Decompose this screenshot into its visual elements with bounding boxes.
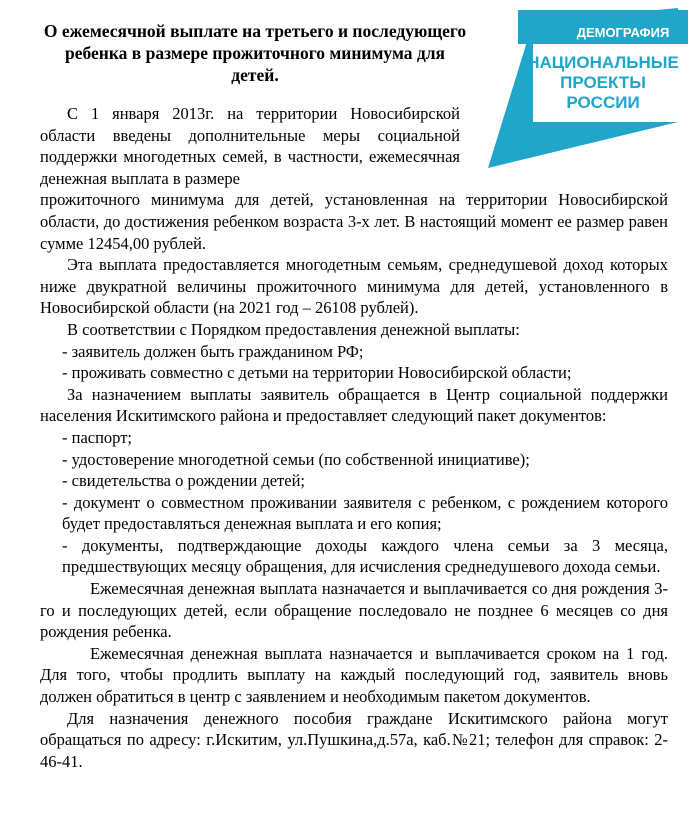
apply-paragraph: За назначением выплаты заявитель обращается в Центр социальной поддержки населения Искитимского района и предоставляет следующий пакет документов: — [40, 384, 668, 426]
condition-item: - заявитель должен быть гражданином РФ; — [62, 341, 364, 361]
contact-paragraph: Для назначения денежного пособия граждане Искитимского района могут обращаться по адресу: г.Искитим, ул.Пушкина,д.57а, каб.№21; телефон для справок: 2-46-41. — [40, 708, 668, 771]
logo-line-1: НАЦИОНАЛЬНЫЕ — [527, 53, 679, 72]
document-list-item: - паспорт; — [62, 427, 133, 447]
document-list-item: - документ о совместном проживании заявителя с ребенком, с рождением которого будет предоставляться денежная выплата и его копия; — [62, 492, 668, 534]
order-paragraph: В соответствии с Порядком предоставления денежной выплаты: — [67, 319, 520, 339]
document-list-item: - свидетельства о рождении детей; — [62, 471, 305, 491]
term-paragraph: Ежемесячная денежная выплата назначается и выплачивается сроком на 1 год. Для того, чтобы продлить выплату на каждый последующий год, заявитель вновь должен обратиться в центр с заявлением и необходимым пакетом документов. — [40, 643, 668, 707]
intro-paragraph-end: прожиточного минимума для детей, установленная на территории Новосибирской области, до достижения ребенком возраста 3-х лет. В настоящий момент ее размер равен сумме 12454,00 рублей. — [40, 190, 668, 253]
logo-tag-text: ДЕМОГРАФИЯ — [576, 25, 670, 40]
intro-paragraph-start: С 1 января 2013г. на территории Новосибирской области введены дополнительные меры социальной поддержки многодетных семей, в частности, ежемесячная денежная выплата в размере — [40, 104, 460, 188]
document-body — [40, 103, 668, 772]
logo-line-3: РОССИИ — [566, 93, 640, 112]
document-list-item: - документы, подтверждающие доходы каждого члена семьи за 3 месяца, предшествующих месяцу обращения, для исчисления среднедушевого дохода семьи. — [62, 535, 668, 577]
income-paragraph: Эта выплата предоставляется многодетным семьям, среднедушевой доход которых ниже двукратной величины прожиточного минимума для детей, установленного в Новосибирской области (на 2021 год – 26108 рублей). — [40, 255, 668, 318]
condition-item: - проживать совместно с детьми на территории Новосибирской области; — [62, 363, 572, 383]
logo-line-2: ПРОЕКТЫ — [560, 73, 646, 92]
assign-paragraph: Ежемесячная денежная выплата назначается и выплачивается со дня рождения 3-го и последующих детей, если обращение последовало не позднее 6 месяцев со дня рождения ребенка. — [40, 579, 668, 642]
document-title: О ежемесячной выплате на третьего и последующего ребенка в размере прожиточного минимума для детей. — [43, 21, 467, 85]
document-list-item: - удостоверение многодетной семьи (по собственной инициативе); — [62, 449, 530, 469]
